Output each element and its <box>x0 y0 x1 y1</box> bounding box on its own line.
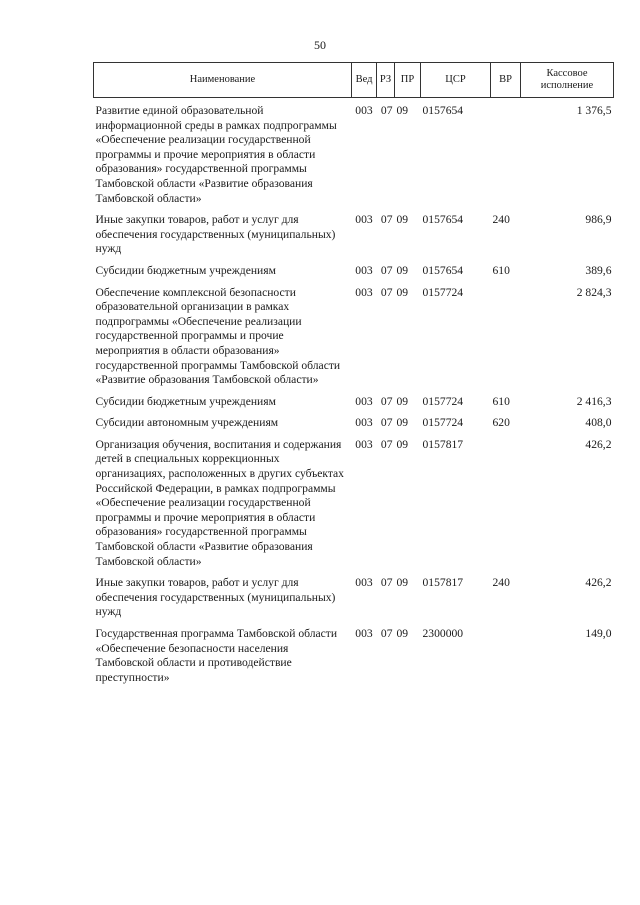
table-row <box>94 434 614 572</box>
row-pr: 09 <box>396 263 409 277</box>
row-vr <box>491 434 521 572</box>
row-rz: 07 <box>380 263 393 277</box>
row-rz: 07 <box>380 213 393 227</box>
row-vr: 240 <box>492 576 510 590</box>
header-sum: Кассовое исполнение <box>521 63 614 98</box>
row-sum: 149,0 <box>585 627 612 640</box>
row-name: Иные закупки товаров, работ и услуг для обеспечения государственных (муниципальных) нужд <box>95 213 336 256</box>
row-vr <box>491 100 521 209</box>
row-ved: 003 <box>355 263 373 277</box>
row-csr: 2300000 <box>422 627 464 640</box>
row-ved: 003 <box>355 285 373 299</box>
row-pr: 09 <box>396 576 409 590</box>
header-pr: ПР <box>395 63 421 98</box>
row-sum: 389,6 <box>585 263 612 277</box>
row-pr: 09 <box>396 213 409 227</box>
row-rz: 07 <box>380 104 393 117</box>
table-row <box>94 260 614 282</box>
row-name: Субсидии бюджетным учреждениям <box>95 394 276 408</box>
row-vr <box>491 623 521 688</box>
row-pr: 09 <box>396 627 409 640</box>
row-ved: 003 <box>355 104 373 117</box>
row-csr: 0157724 <box>422 394 464 408</box>
page-number: 50 <box>314 38 326 52</box>
row-pr: 09 <box>396 416 409 430</box>
row-vr: 620 <box>492 416 510 430</box>
row-vr: 610 <box>492 394 510 408</box>
table-row <box>94 391 614 413</box>
row-rz: 07 <box>380 576 393 590</box>
row-ved: 003 <box>355 627 373 640</box>
row-rz: 07 <box>380 285 393 299</box>
table-row <box>94 209 614 260</box>
row-ved: 003 <box>355 416 373 430</box>
row-pr: 09 <box>396 394 409 408</box>
table-row <box>94 100 614 209</box>
row-ved: 003 <box>355 213 373 227</box>
row-sum: 986,9 <box>585 213 612 227</box>
header-csr: ЦСР <box>421 63 491 98</box>
row-csr: 0157817 <box>422 437 464 451</box>
row-sum: 2 824,3 <box>576 285 612 299</box>
row-name: Иные закупки товаров, работ и услуг для обеспечения государственных (муниципальных) нужд <box>95 576 336 619</box>
row-vr <box>491 282 521 391</box>
row-name: Государственная программа Тамбовской области «Обеспечение безопасности населения Тамбовской области и противодействие преступности» <box>95 627 338 684</box>
row-csr: 0157654 <box>422 104 464 117</box>
header-rz: РЗ <box>377 63 395 98</box>
row-csr: 0157654 <box>422 213 464 227</box>
row-pr: 09 <box>396 104 409 117</box>
table-row <box>94 412 614 434</box>
row-vr: 610 <box>492 263 510 277</box>
table-header-row <box>94 63 614 98</box>
row-name: Субсидии бюджетным учреждениям <box>95 263 276 277</box>
header-ved: Вед <box>352 63 377 98</box>
row-sum: 426,2 <box>585 576 612 590</box>
row-sum: 2 416,3 <box>576 394 612 408</box>
row-pr: 09 <box>396 437 409 451</box>
budget-execution-table <box>93 62 614 688</box>
row-name: Организация обучения, воспитания и содержания детей в специальных коррекционных организациях, расположенных в других субъектах Российской Федерации, в рамках подпрограммы «Обеспечение реализации государственной программы и прочие мероприятия в области образования» государственной программы Тамбовской области «Развитие образования Тамбовской области» <box>95 437 344 568</box>
row-ved: 003 <box>355 576 373 590</box>
row-rz: 07 <box>380 416 393 430</box>
row-name: Обеспечение комплексной безопасности образовательной организации в рамках подпрограммы «Обеспечение реализации государственной программы и прочие мероприятия в области образования» государственной программы Тамбовской области «Развитие образования Тамбовской области» <box>95 285 341 387</box>
row-ved: 003 <box>355 437 373 451</box>
row-vr: 240 <box>492 213 510 227</box>
row-rz: 07 <box>380 437 393 451</box>
row-name: Развитие единой образовательной информационной среды в рамках подпрограммы «Обеспечение реализации государственной программы и прочие мероприятия в области образования» государственной программы Тамбовской области «Развитие образования Тамбовской области» <box>95 104 337 205</box>
row-pr: 09 <box>396 285 409 299</box>
row-name: Субсидии автономным учреждениям <box>95 416 279 430</box>
row-rz: 07 <box>380 394 393 408</box>
row-csr: 0157654 <box>422 263 464 277</box>
table-row <box>94 282 614 391</box>
row-sum: 408,0 <box>585 416 612 430</box>
row-sum: 1 376,5 <box>576 104 612 117</box>
row-rz: 07 <box>380 627 393 640</box>
row-ved: 003 <box>355 394 373 408</box>
header-name: Наименование <box>94 63 352 98</box>
row-csr: 0157724 <box>422 416 464 430</box>
row-csr: 0157817 <box>422 576 464 590</box>
table-row <box>94 623 614 688</box>
table-row <box>94 572 614 623</box>
header-vr: ВР <box>491 63 521 98</box>
row-sum: 426,2 <box>585 437 612 451</box>
row-csr: 0157724 <box>422 285 464 299</box>
